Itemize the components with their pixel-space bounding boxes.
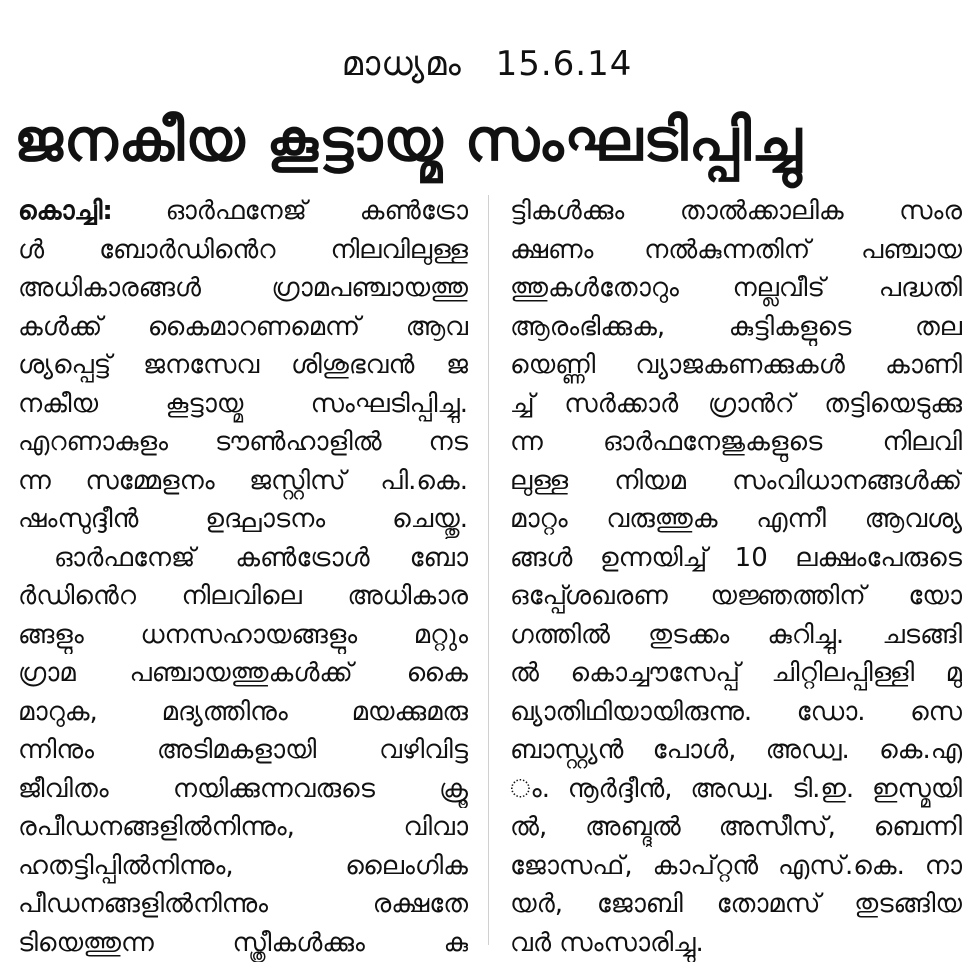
article-line: കൾക്ക് കൈമാറണമെന്ന് ആവ — [18, 311, 468, 342]
article-line: ക്ഷണം നൽകുന്നതിന് പഞ്ചായ — [510, 234, 962, 265]
article-line: ഖ്യാതിഥിയായിരുന്നു. ഡോ. സെ — [510, 696, 962, 727]
article-line: ഹതട്ടിപ്പിൽനിന്നും, ലൈംഗിക — [18, 850, 468, 881]
article-line: ത്തുകൾതോറും നല്ലവീട് പദ്ധതി — [510, 273, 962, 303]
article-headline: ജനകീയ കൂട്ടായ്മ സംഘടിപ്പിച്ചു — [14, 106, 803, 174]
article-line: ങ്ങൾ ഉന്നയിച്ച് 10 ലക്ഷംപേരുടെ — [510, 542, 962, 573]
article-line: നകീയ കൂട്ടായ്മ സംഘടിപ്പിച്ചു. — [18, 388, 468, 419]
article-line: ന്നിനും അടിമകളായി വഴിവിട്ട — [18, 735, 468, 765]
article-line: ച്ച് സർക്കാർ ഗ്രാൻറ് തട്ടിയെടുക്കു — [510, 388, 962, 419]
article-line: കൊച്ചി: ഓർഫനേജ് കൺട്രോ — [18, 196, 468, 226]
article-line: ബാസ്റ്റ്യൻ പോൾ, അഡ്വ. കെ.എ — [510, 735, 962, 765]
article-line: മാറുക, മദ്യത്തിനും മയക്കുമരു — [18, 696, 468, 727]
article-line: യർ, ജോബി തോമസ് തുടങ്ങിയ — [510, 889, 962, 919]
article-line: ം. നൂർദ്ദീൻ, അഡ്വ. ടി.ഇ. ഇസ്മയി — [510, 773, 962, 804]
article-line: ന്ന സമ്മേളനം ജസ്റ്റിസ് പി.കെ. — [18, 465, 468, 496]
article-line-last: വർ സംസാരിച്ചു. — [510, 927, 704, 958]
article-line: ലുള്ള നിയമ സംവിധാനങ്ങൾക്ക് — [510, 465, 962, 496]
article-line: ൽ കൊച്ചൗസേപ്പ് ചിറ്റിലപ്പിള്ളി മു — [510, 658, 962, 688]
column-divider — [488, 195, 489, 945]
newspaper-name: മാധ്യമം — [341, 44, 462, 84]
article-line: ന്ന ഓർഫനേജുകളുടെ നിലവി — [510, 427, 962, 457]
publication-date: 15.6.14 — [495, 44, 633, 84]
article-column-left — [18, 192, 468, 962]
article-line: ൽ, അബ്ദുൽ അസീസ്, ബെന്നി — [510, 812, 962, 842]
article-line: ജോസഫ്, കാപ്റ്റൻ എസ്.കെ. നാ — [510, 850, 962, 881]
article-line: ങ്ങളും ധനസഹായങ്ങളും മറ്റും — [18, 619, 468, 650]
article-line: പീഡനങ്ങളിൽനിന്നും രക്ഷതേ — [18, 889, 468, 919]
article-line: ഗത്തിൽ തുടക്കം കുറിച്ചു. ചടങ്ങി — [510, 619, 962, 650]
article-line: ട്ടികൾക്കും താൽക്കാലിക സംര — [510, 196, 962, 226]
article-line: അധികാരങ്ങൾ ഗ്രാമപഞ്ചായത്തു — [18, 273, 468, 303]
article-line: ശ്യപ്പെട്ട് ജനസേവ ശിശുഭവൻ ജ — [18, 350, 468, 380]
article-line: എറണാകുളം ടൗൺഹാളിൽ നട — [18, 427, 468, 457]
article-line: ൾ ബോർഡിൻെറ നിലവിലുള്ള — [18, 234, 468, 265]
article-line: ഗ്രാമ പഞ്ചായത്തുകൾക്ക് കൈ — [18, 658, 468, 688]
article-line: രപീഡനങ്ങളിൽനിന്നും, വിവാ — [18, 812, 468, 842]
article-line: ഷംസുദ്ദീൻ ഉദ്ഘാടനം ചെയ്തു. — [18, 504, 468, 534]
article-line: മാറ്റം വരുത്തുക എന്നീ ആവശ്യ — [510, 504, 962, 534]
article-line: ഒപ്പ്ശേഖരണ യജ്ഞത്തിന് യോ — [510, 581, 962, 611]
article-line: യെണ്ണി വ്യാജകണക്കുകൾ കാണി — [510, 350, 962, 380]
dateline: കൊച്ചി: — [18, 196, 113, 226]
masthead — [0, 40, 974, 88]
article-line: ർഡിൻെറ നിലവിലെ അധികാര — [18, 581, 468, 611]
article-column-right — [510, 192, 962, 962]
article-line: ജീവിതം നയിക്കുന്നവരുടെ ക്രൂ — [18, 773, 468, 804]
article-line: ആരംഭിക്കുക, കുട്ടികളുടെ തല — [510, 311, 962, 342]
article-line: ടിയെത്തുന്ന സ്ത്രീകൾക്കും കു — [18, 927, 468, 958]
article-line: ഓർഫനേജ് കൺട്രോൾ ബോ — [54, 542, 468, 573]
